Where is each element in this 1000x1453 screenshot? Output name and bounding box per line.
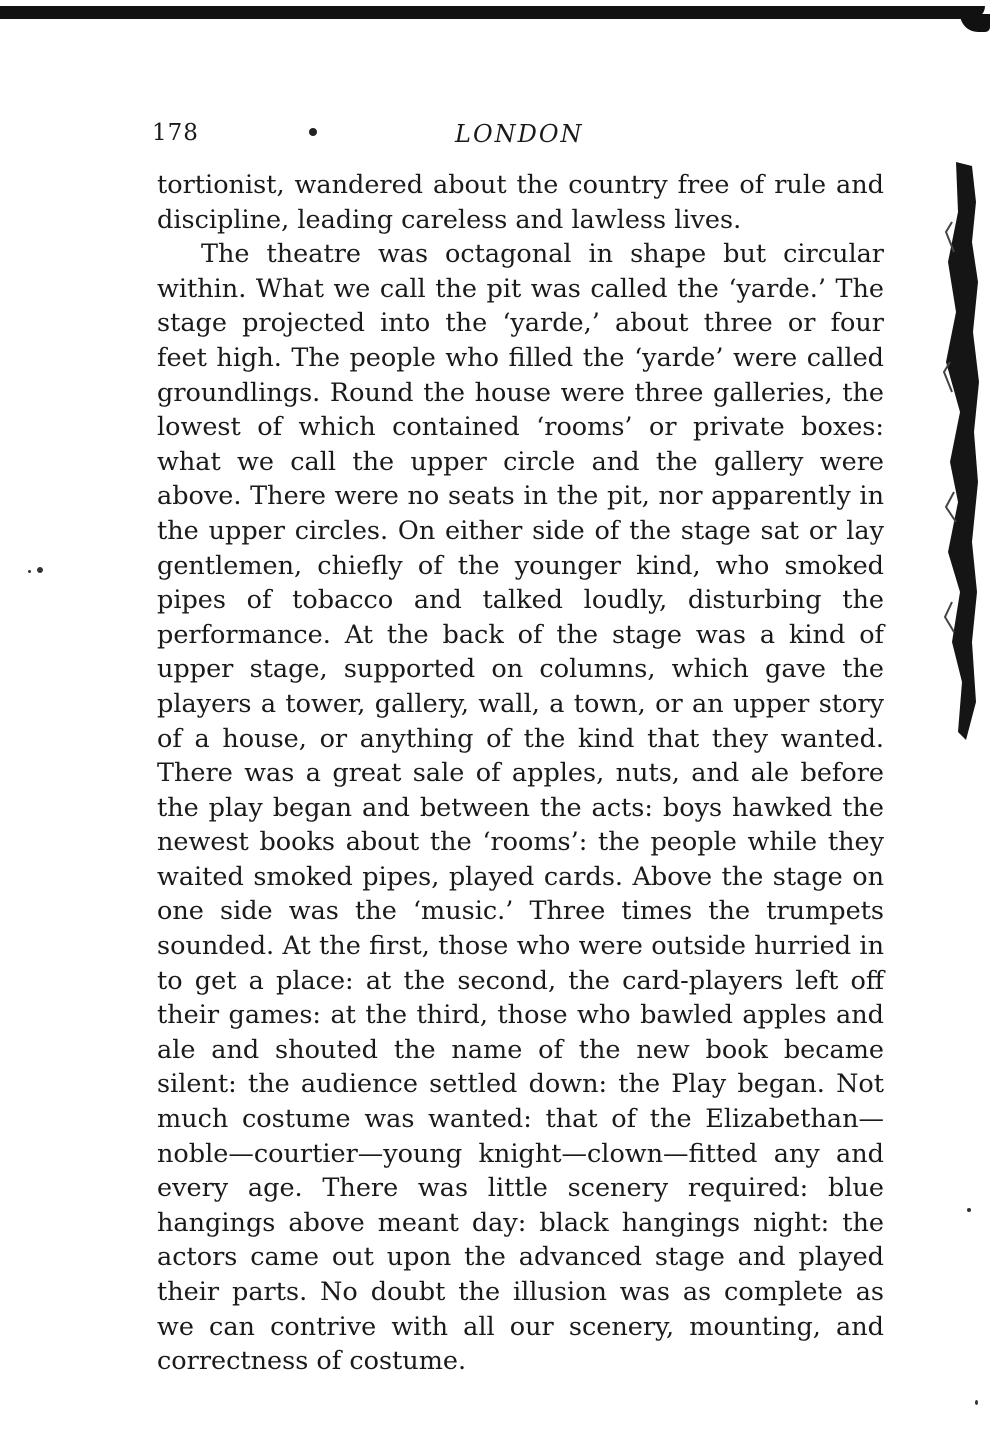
page-number: 178 bbox=[152, 120, 199, 146]
paragraph-continuation: tortionist, wandered about the country free of rule and discipline, leading careless and lawless lives. bbox=[157, 170, 884, 235]
margin-speck bbox=[975, 1400, 978, 1405]
paragraph-theatre: The theatre was octagonal in shape but circular within. What we call the pit was called the ‘yarde.’ The stage projected into the ‘yarde,’ about three or four feet high. The people who filled the ‘yarde’ were called groundlings. Round the house were three galleries, the lowest of which contained ‘rooms’ or private boxes: what we call the upper circle and the gallery were above. There were no seats in the pit, nor apparently in the upper circles. On either side of the stage sat or lay gentlemen, chiefly of the younger kind, who smoked pipes of tobacco and talked loudly, disturbing the performance. At the back of the stage was a kind of upper stage, supported on columns, which gave the players a tower, gallery, wall, a town, or an upper story of a house, or anything of the kind that they wanted. There was a great sale of apples, nuts, and ale before the play began and between the acts: boys hawked the newest books about the ‘rooms’: the people while they waited smoked pipes, played cards. Above the stage on one side was the ‘music.’ Three times the trumpets sounded. At the first, those who were outside hurried in to get a place: at the second, the card-players left off their games: at the third, those who bawled apples and ale and shouted the name of the new book became silent: the audience settled down: the Play began. Not much costume was wanted: that of the Elizabethan—noble—courtier—young knight—clown—fitted any and every age. There was little scenery required: blue hangings above meant day: black hangings night: the actors came out upon the advanced stage and played their parts. No doubt the illusion was as complete as we can contrive with all our scenery, mounting, and correctness of costume. bbox=[157, 239, 884, 1377]
margin-speck bbox=[28, 570, 31, 573]
body-text bbox=[157, 168, 884, 1379]
top-edge-rule-tip bbox=[960, 14, 990, 32]
binding-shadow bbox=[942, 162, 980, 740]
header-dot-mark bbox=[309, 128, 317, 136]
running-title: LONDON bbox=[455, 120, 584, 148]
margin-speck bbox=[967, 1208, 971, 1212]
top-edge-rule bbox=[0, 6, 985, 19]
binding-shadow-shape bbox=[946, 162, 979, 740]
margin-speck bbox=[37, 567, 43, 573]
